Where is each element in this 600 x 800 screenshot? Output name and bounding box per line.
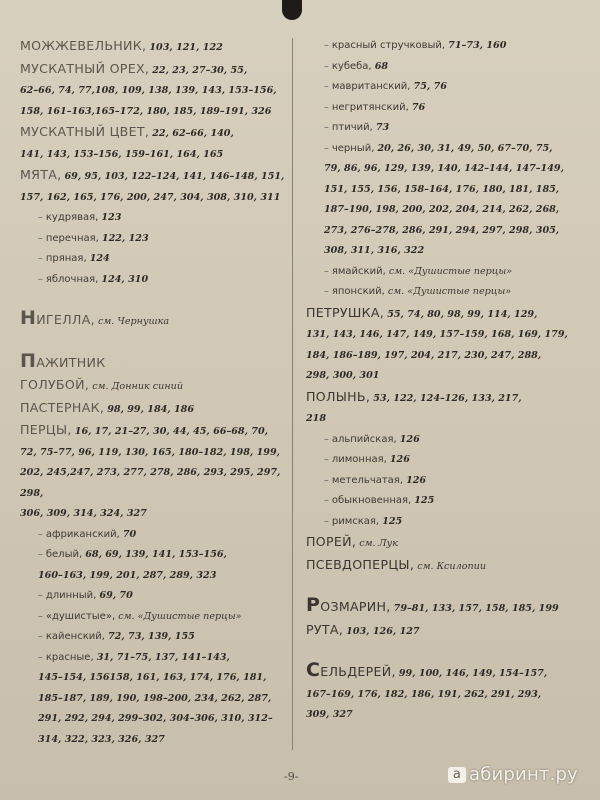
index-entry (306, 595, 592, 620)
index-subentry (306, 57, 592, 78)
page-refs: 122, 123 (101, 232, 149, 244)
page-refs-cont: 160–163, 199, 201, 287, 289, 323 (38, 569, 217, 581)
subentry-dash: – (324, 265, 332, 277)
page-refs: 70 (122, 528, 137, 540)
subentry-dash: – (324, 81, 332, 92)
subentry-name: кубеба, (331, 60, 372, 72)
index-subentry (20, 229, 288, 250)
initial-capital: Р (306, 594, 321, 616)
subentry-name: яблочная, (45, 273, 99, 285)
page-refs: 298, 300, 301 (306, 370, 380, 381)
page-refs: 125 (382, 515, 403, 527)
subentry-dash: – (324, 122, 332, 133)
index-subentry (306, 491, 592, 512)
subentry-name: «душистые», (45, 610, 116, 622)
page-refs-cont: 309, 327 (306, 709, 353, 720)
index-subentry (20, 249, 288, 270)
index-entry (20, 308, 288, 333)
cross-reference: см. «Душистые перцы» (388, 265, 513, 277)
section-gap (306, 642, 592, 660)
entry-head: ГОЛУБОЙ, (20, 377, 90, 392)
subentry-name: красные, (45, 651, 94, 663)
subentry-name: альпийская, (331, 433, 397, 445)
entry-head: МОЖЖЕВЕЛЬНИК, (20, 38, 147, 53)
index-subentry (20, 627, 288, 648)
subentry-name: пряная, (45, 253, 87, 264)
entry-head: ПСЕВДОПЕРЦЫ, (306, 556, 415, 572)
section-gap (20, 333, 288, 351)
page-refs: 68, 69, 139, 141, 153–156, (85, 549, 227, 560)
subentry-name: ямайский, (331, 265, 386, 277)
subentry-dash: – (324, 454, 332, 465)
subentry-dash: – (324, 474, 332, 486)
page-refs: 55, 74, 80, 98, 99, 114, 129, (387, 308, 538, 320)
index-subentry (20, 545, 288, 586)
index-column-right (306, 36, 592, 726)
cross-reference: см. Чернушка (97, 316, 170, 327)
subentry-dash: – (324, 60, 332, 72)
watermark (448, 764, 578, 785)
page-refs: 98, 99, 184, 186 (107, 403, 195, 415)
page-refs-cont: 314, 322, 323, 326, 327 (38, 733, 165, 745)
subentry-name: белый, (45, 549, 83, 560)
subentry-dash: – (38, 651, 46, 663)
page-refs: 72, 75–77, 96, 119, 130, 165, 180–182, 198, 199, (20, 446, 280, 458)
letter-entry-head (306, 594, 391, 616)
subentry-name: кудрявая, (45, 212, 99, 223)
letter-entry-head (20, 349, 106, 372)
entry-head-rest: АЖИТНИК (36, 354, 106, 370)
page-refs: 141, 143, 153–156, 159–161, 164, 165 (20, 148, 224, 160)
labirint-logo-icon: а (448, 767, 466, 783)
subentry-dash: – (324, 286, 332, 297)
page-refs: 20, 26, 30, 31, 49, 50, 67–70, 75, (377, 142, 553, 154)
page-refs-cont: 79, 86, 96, 129, 139, 140, 142–144, 147–149, (324, 163, 564, 174)
index-entry (20, 375, 288, 398)
index-subentry (20, 586, 288, 607)
index-entry (20, 398, 288, 421)
page-refs: 125 (414, 495, 435, 506)
page-refs-cont: 151, 155, 156, 158–164, 176, 180, 181, 185, (324, 183, 560, 195)
page-refs: 69, 95, 103, 122–124, 141, 146–148, 151, (64, 171, 285, 182)
page-refs-cont: 167–169, 176, 182, 186, 191, 262, 291, 293, (306, 688, 542, 700)
index-subentry (306, 118, 592, 139)
subentry-dash: – (38, 273, 46, 285)
page-refs: 76 (411, 101, 426, 113)
entry-head-rest: ЕЛЬДЕРЕЙ, (320, 664, 396, 679)
page-refs: 75, 76 (413, 81, 447, 92)
entry-head: ПОРЕЙ, (306, 534, 357, 549)
page-refs: 126 (399, 433, 420, 445)
page-refs: 31, 71–75, 137, 141–143, (96, 651, 230, 663)
page-refs: 158, 161–163,165–172, 180, 185, 189–191, 326 (20, 105, 272, 117)
page-refs: 184, 186–189, 197, 204, 217, 230, 247, 288, (306, 349, 542, 361)
page-refs: 72, 73, 139, 155 (108, 631, 195, 642)
index-subentry (306, 98, 592, 119)
index-subentry (306, 430, 592, 451)
index-subentry (20, 208, 288, 229)
index-subentry (306, 139, 592, 262)
entry-head: МУСКАТНЫЙ ЦВЕТ, (20, 124, 150, 139)
index-subentry (306, 282, 592, 303)
index-entry (306, 303, 592, 387)
index-column-left (20, 36, 288, 750)
page-refs: 124 (89, 253, 110, 264)
subentry-dash: – (38, 590, 46, 601)
entry-head: ПАСТЕРНАК, (20, 399, 105, 415)
subentry-dash: – (38, 610, 46, 622)
entry-head: МЯТА, (20, 167, 62, 182)
index-entry (20, 165, 288, 208)
watermark-text: абиринт.ру (469, 764, 579, 785)
index-subentry (306, 512, 592, 533)
page-refs: 103, 126, 127 (346, 625, 420, 637)
page-refs: 103, 121, 122 (149, 42, 223, 53)
index-subentry (306, 77, 592, 98)
entry-head: ПЕТРУШКА, (306, 304, 385, 320)
section-gap (20, 290, 288, 308)
page-refs-cont: 145–154, 156158, 161, 163, 174, 176, 181, (38, 672, 267, 683)
initial-capital: Н (20, 307, 37, 329)
subentry-name: длинный, (45, 590, 97, 601)
subentry-dash: – (324, 515, 332, 527)
page-refs: 53, 122, 124–126, 133, 217, (373, 392, 522, 404)
page-refs: 202, 245,247, 273, 277, 278, 286, 293, 295, 297, 298, (20, 467, 281, 499)
page-refs: 79–81, 133, 157, 158, 185, 199 (393, 603, 559, 614)
cross-reference: см. Лук (359, 538, 398, 549)
index-subentry (306, 36, 592, 57)
page-refs: 62–66, 74, 77,108, 109, 138, 139, 143, 153–156, (20, 85, 277, 96)
index-subentry (306, 471, 592, 492)
entry-head-rest: ИГЕЛЛА, (36, 312, 95, 327)
page-refs: 73 (375, 122, 390, 133)
subentry-name: черный, (331, 142, 375, 154)
subentry-name: римская, (331, 515, 380, 527)
entry-head: РУТА, (306, 621, 344, 637)
column-divider (292, 38, 293, 750)
index-entry (20, 36, 288, 59)
page-refs: 126 (406, 474, 427, 486)
initial-capital: С (306, 659, 321, 681)
page-refs: 68 (374, 60, 389, 72)
cross-reference: см. Донник синий (92, 381, 184, 392)
subentry-name: японский, (331, 286, 385, 297)
entry-head: МУСКАТНЫЙ ОРЕХ, (20, 60, 150, 76)
page-refs-cont: 273, 276–278, 286, 291, 294, 297, 298, 305, (324, 224, 560, 236)
subentry-dash: – (38, 631, 46, 642)
subentry-dash: – (324, 40, 332, 51)
page-refs: 157, 162, 165, 176, 200, 247, 304, 308, 310, 311 (20, 191, 281, 203)
subentry-dash: – (38, 528, 46, 540)
subentry-name: красный стручковый, (331, 40, 446, 51)
initial-capital: П (20, 349, 37, 372)
page-refs-cont: 185–187, 189, 190, 198–200, 234, 262, 287, (38, 692, 272, 704)
index-entry (306, 555, 592, 578)
page-refs: 126 (389, 454, 410, 465)
subentry-name: перечная, (45, 232, 99, 244)
subentry-name: мавританский, (331, 81, 411, 92)
index-entry (306, 660, 592, 726)
subentry-dash: – (38, 232, 46, 244)
index-subentry (20, 648, 288, 751)
page-refs: 16, 17, 21–27, 30, 44, 45, 66–68, 70, (74, 426, 268, 437)
cross-reference: см. «Душистые перцы» (118, 610, 242, 622)
entry-head-rest: ОЗМАРИН, (320, 599, 391, 614)
entry-head: ПОЛЫНЬ, (306, 388, 371, 404)
section-gap (306, 577, 592, 595)
decorative-figure-icon (282, 0, 302, 20)
subentry-dash: – (324, 101, 332, 113)
subentry-dash: – (38, 253, 46, 264)
page-refs: 131, 143, 146, 147, 149, 157–159, 168, 169, 179, (306, 329, 568, 340)
index-subentry (306, 450, 592, 471)
page-refs: 123 (101, 212, 122, 223)
index-subentry (20, 270, 288, 291)
subentry-dash: – (324, 495, 332, 506)
subentry-dash: – (324, 433, 332, 445)
subentry-name: африканский, (45, 528, 120, 540)
index-subentry (20, 607, 288, 628)
subentry-name: лимонная, (331, 454, 387, 465)
page-refs-cont: 187–190, 198, 200, 202, 204, 214, 262, 268, (324, 204, 560, 215)
page-refs: 71–73, 160 (448, 40, 507, 51)
page-refs: 99, 100, 146, 149, 154–157, (398, 668, 548, 679)
cross-reference: см. Ксилопии (417, 560, 487, 572)
index-entry (20, 351, 288, 376)
subentry-name: негритянский, (331, 101, 409, 113)
letter-entry-head (306, 659, 396, 681)
index-entry (306, 532, 592, 555)
subentry-dash: – (38, 549, 46, 560)
page-refs-cont: 291, 292, 294, 299–302, 304–306, 310, 312– (38, 713, 273, 724)
index-entry (20, 122, 288, 165)
page-refs: 22, 23, 27–30, 55, (152, 64, 248, 76)
index-subentry (306, 262, 592, 283)
cross-reference: см. «Душистые перцы» (387, 286, 512, 297)
page-refs: 218 (306, 413, 327, 424)
subentry-name: обыкновенная, (331, 495, 412, 506)
page-refs: 306, 309, 314, 324, 327 (20, 508, 147, 519)
page-number: -9- (284, 770, 299, 783)
subentry-name: кайенский, (45, 631, 105, 642)
index-entry (306, 387, 592, 430)
entry-head: ПЕРЦЫ, (20, 422, 72, 437)
index-entry (306, 620, 592, 643)
subentry-name: метельчатая, (331, 474, 404, 486)
page-refs: 124, 310 (101, 273, 149, 285)
subentry-name: птичий, (331, 122, 373, 133)
index-entry (20, 59, 288, 123)
subentry-dash: – (38, 212, 46, 223)
page-refs: 22, 62–66, 140, (152, 128, 234, 139)
index-subentry (20, 525, 288, 546)
subentry-dash: – (324, 142, 332, 154)
letter-entry-head (20, 307, 95, 329)
index-entry (20, 420, 288, 525)
page-refs-cont: 308, 311, 316, 322 (324, 245, 425, 256)
page-refs: 69, 70 (99, 590, 133, 601)
